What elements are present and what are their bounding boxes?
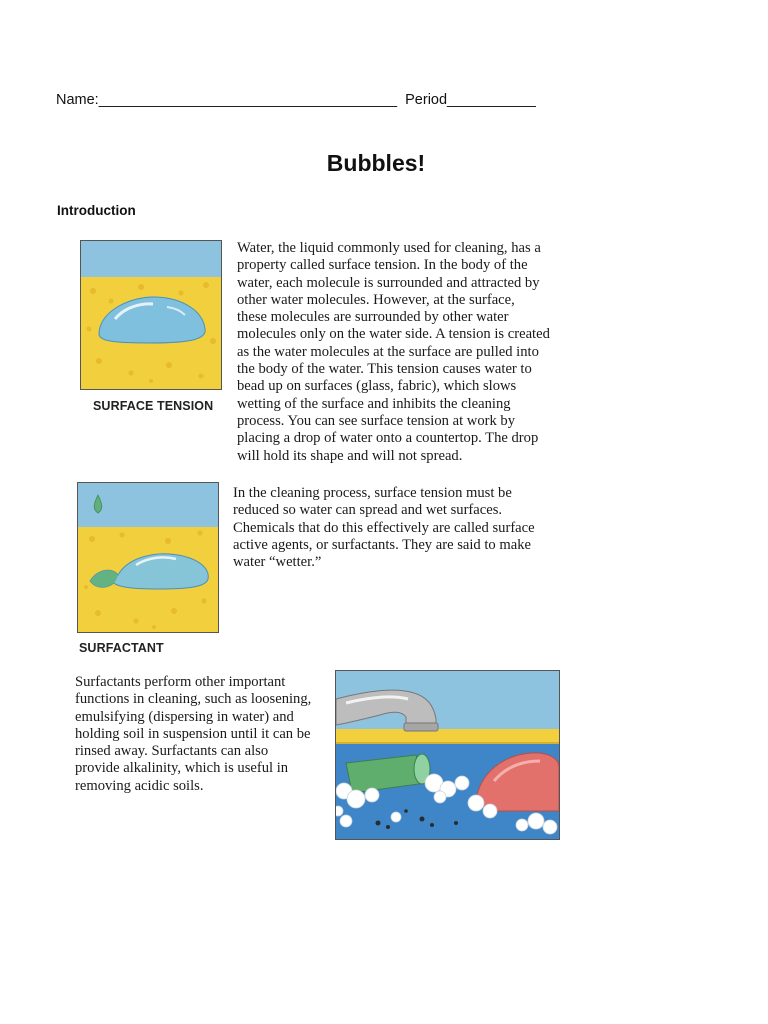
sky-area	[81, 241, 221, 277]
text-line: provide alkalinity, which is useful in	[75, 760, 289, 777]
text-line: as the water molecules at the surface are pulled into	[237, 343, 539, 360]
text-line: will hold its shape and will not spread.	[237, 447, 463, 464]
page-title: Bubbles!	[326, 150, 426, 176]
text-line: Water, the liquid commonly used for cleaning, has a	[237, 240, 541, 256]
text-line: water, each molecule is surrounded and attracted by	[237, 274, 540, 291]
text-line: Chemicals that do this effectively are called surface	[233, 519, 535, 536]
surfactant-illustration	[77, 482, 219, 633]
text-line: Surfactants perform other important	[75, 674, 286, 690]
text-line: reduced so water can spread and wet surfaces.	[233, 502, 503, 519]
text-line: functions in cleaning, such as loosening,	[75, 691, 312, 708]
text-line: emulsifying (dispersing in water) and	[75, 708, 294, 725]
introduction-heading: Introduction	[57, 203, 136, 218]
text-line: removing acidic soils.	[75, 777, 204, 794]
surface-tension-drawing	[81, 241, 221, 389]
text-line: water “wetter.”	[233, 554, 322, 571]
text-line: other water molecules. However, at the surface,	[237, 291, 515, 308]
surface-tension-caption: SURFACE TENSION	[93, 399, 214, 413]
text-line: In the cleaning process, surface tension must be	[233, 485, 512, 501]
paragraph-surface-tension	[237, 240, 550, 465]
text-line: property called surface tension. In the body of the	[237, 257, 528, 274]
washing-scene-illustration	[335, 670, 560, 840]
surfactant-drawing	[78, 483, 218, 632]
text-line: rinsed away. Surfactants can also	[75, 743, 269, 760]
text-line: bead up on surfaces (glass, fabric), which slows	[237, 378, 517, 395]
text-line: holding soil in suspension until it can be	[75, 725, 311, 742]
text-line: wetting of the surface and inhibits the cleaning	[237, 395, 511, 412]
text-line: molecules only on the water side. A tension is created	[237, 326, 550, 343]
text-line: placing a drop of water onto a countertop. The drop	[237, 430, 539, 447]
washing-scene-drawing	[336, 671, 559, 839]
counter-edge	[336, 729, 559, 743]
paragraph-surfactant	[233, 485, 535, 571]
surfactant-caption: SURFACTANT	[79, 641, 164, 655]
text-line: process. You can see surface tension at work by	[237, 412, 516, 429]
text-line: the body of the water. This tension causes water to	[237, 361, 532, 378]
surface-tension-illustration	[80, 240, 222, 390]
text-line: these molecules are surrounded by other water	[237, 309, 509, 326]
paragraph-surfactant-functions	[75, 674, 311, 795]
name-period-line: Name:_____________________________________ Period___________	[56, 92, 536, 108]
text-line: active agents, or surfactants. They are said to make	[233, 536, 531, 553]
